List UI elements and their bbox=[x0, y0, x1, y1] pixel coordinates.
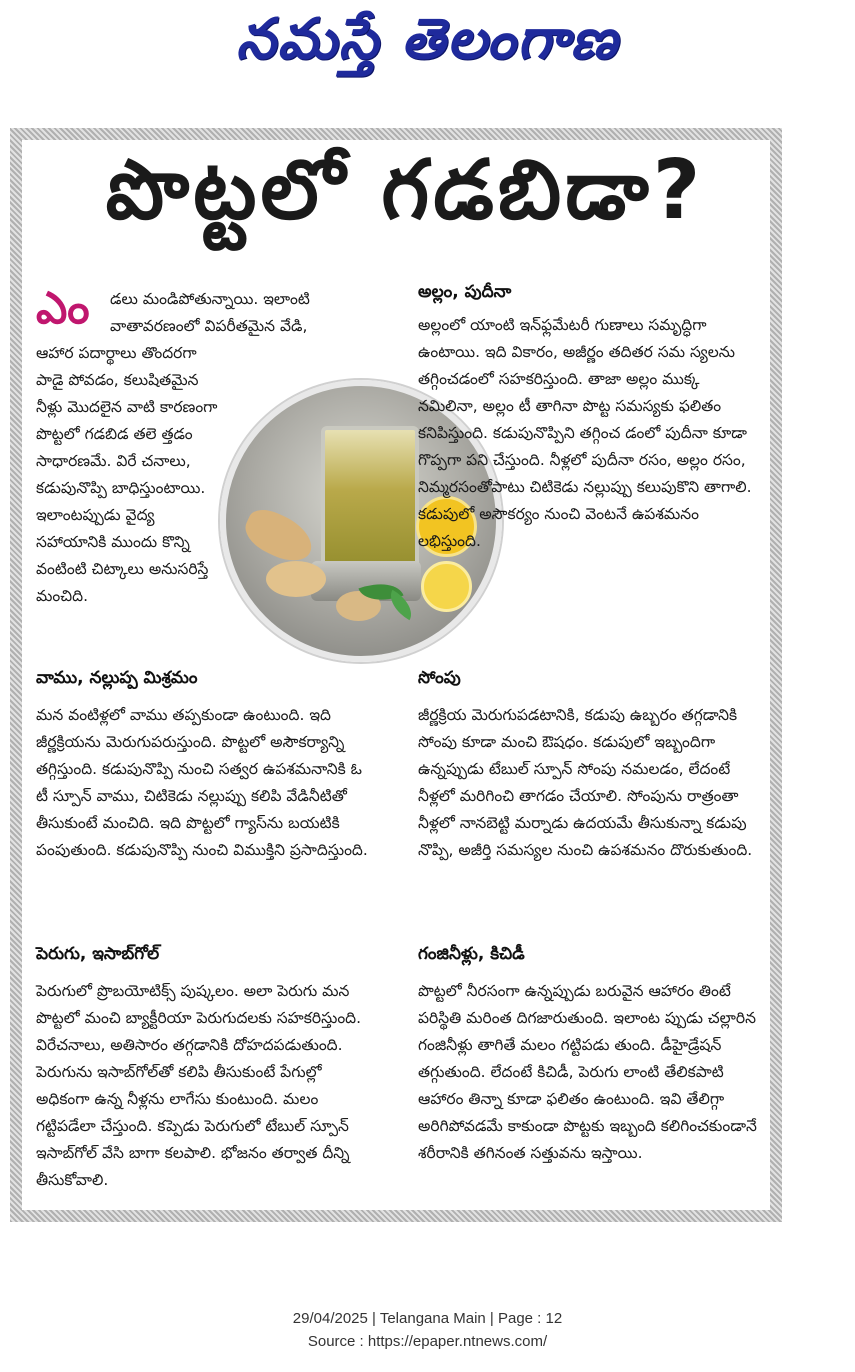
section-heading-curd: పెరుగు, ఇసాబ్‌గోల్ bbox=[36, 944, 160, 964]
dropcap: ఎం bbox=[36, 283, 90, 334]
section-heading-kanji: గంజినీళ్లు, కిచిడీ bbox=[418, 944, 525, 964]
footer-source: Source : https://epaper.ntnews.com/ bbox=[307, 1333, 548, 1350]
section-body-kanji: పొట్టలో నీరసంగా ఉన్నప్పుడు బరువైన ఆహారం తింటే పరిస్థితి మరింత దిగజారుతుంది. ఇలాంట ప్పుడు చల్లారిన గంజినీళ్లు తాగితే మలం గట్టిపడు తుంది. డీహైడ్రేషన్ తగ్గుతుంది. లేదంటే కిచిడీ, పెరుగు లాంటి తేలికపాటి ఆహారం తిన్నా కూడా ఫలితం ఉంటుంది. ఇవి తేలిగ్గా అరిగిపోవడమే కాకుండా పొట్టకు ఇబ్బంది కలిగించకుండానే శరీరానికి తగినంత సత్తువను ఇస్తాయి. bbox=[418, 982, 757, 1162]
section-heading-fennel: సోంపు bbox=[418, 668, 461, 688]
section-heading-ginger-mint: అల్లం, పుదీనా bbox=[418, 282, 512, 302]
intro-line-2: వాతావరణంలో విపరీతమైన వేడి, bbox=[110, 317, 308, 335]
lemon-image bbox=[421, 561, 472, 612]
ginger-image bbox=[266, 561, 326, 597]
section-body-fennel: జీర్ణక్రియ మెరుగుపడటానికి, కడుపు ఉబ్బరం తగ్గడానికి సోంపు కూడా మంచి ఔషధం. కడుపులో ఇబ్బందిగా ఉన్నప్పుడు టేబుల్ స్పూన్ సోంపు నమలడం, లేదంటే నీళ్లలో మరిగించి తాగడం చేయాలి. సోంపును రాత్రంతా నీళ్లలో నానబెట్టి మర్నాడు ఉదయమే తీసుకున్నా కడుపు నొప్పి, అజీర్తి సమస్యల నుంచి ఉపశమనం దొరుకుతుంది. bbox=[418, 706, 753, 859]
section-heading-ajwain: వాము, నల్లుప్ప మిశ్రమం bbox=[36, 668, 198, 688]
ginger-image bbox=[239, 503, 319, 569]
section-body-ajwain: మన వంటిళ్లలో వాము తప్పకుండా ఉంటుంది. ఇది జీర్ణక్రియను మెరుగుపరుస్తుంది. పొట్టలో అసౌకర్యాన్ని తగ్గిస్తుంది. కడుపునొప్పి నుంచి సత్వర ఉపశమనానికి ఓ టీ స్పూన్ వాము, చిటికెడు నల్లుప్పు కలిపి వేడినీటితో తీసుకుంటే మంచిది. ఇది పొట్టలో గ్యాస్‌ను బయటికి పంపుతుంది. కడుపునొప్పి నుంచి విముక్తిని ప్రసాదిస్తుంది. bbox=[36, 706, 368, 859]
intro-line-1: డలు మండిపోతున్నాయి. ఇలాంటి bbox=[110, 290, 310, 308]
headline: పొట్టలో గడబిడా? bbox=[105, 142, 705, 238]
intro-first-lines bbox=[110, 286, 380, 340]
newspaper-logo: నమస్తే తెలంగాణ bbox=[236, 6, 619, 72]
intro-body: ఆహార పదార్థాలు తొందరగా పాడై పోవడం, కలుషితమైన నీళ్లు మొదలైన వాటి కారణంగా పొట్టలో గడబిడ తలె త్తడం సాధారణమే. విరే చనాలు, కడుపునొప్పి బాధిస్తుంటాయి. ఇలాంటప్పుడు వైద్య సహాయానికి ముందు కొన్ని వంటింటి చిట్కాలు అనుసరిస్తే మంచిది. bbox=[36, 344, 218, 605]
section-body-curd: పెరుగులో ప్రొబయోటిక్స్ పుష్కలం. అలా పెరుగు మన పొట్టలో మంచి బ్యాక్టీరియా పెరుగుదలకు సహకరిస్తుంది. విరేచనాలు, అతిసారం తగ్గడానికి దోహదపడుతుంది. పెరుగును ఇసాబ్‌గోల్‌తో కలిపి తీసుకుంటే పేగుల్లో అధికంగా ఉన్న నీళ్లను లాగేసు కుంటుంది. మలం గట్టిపడేలా చేస్తుంది. కప్పెడు పెరుగులో టేబుల్ స్పూన్ ఇసాబ్‌గోల్ వేసి బాగా కలపాలి. భోజనం తర్వాత దీన్ని తీసుకోవాలి. bbox=[36, 982, 362, 1189]
footer-meta: 29/04/2025 | Telangana Main | Page : 12 bbox=[292, 1310, 563, 1327]
section-body-ginger-mint: అల్లంలో యాంటి ఇన్‌ఫ్లమేటరీ గుణాలు సమృద్ధిగా ఉంటాయి. ఇది వికారం, అజీర్ణం తదితర సమ స్యలను తగ్గించడంలో సహకరిస్తుంది. తాజా అల్లం ముక్క నమిలినా, అల్లం టీ తాగినా పొట్ట సమస్యకు ఫలితం కనిపిస్తుంది. కడుపునొప్పిని తగ్గించ డంలో పుదీనా కూడా గొప్పగా పని చేస్తుంది. నీళ్లలో పుదీనా రసం, అల్లం రసం, నిమ్మరసంతోపాటు చిటికెడు నల్లుప్పు కలుపుకొని తాగాలి. కడుపులో అసౌకర్యం నుంచి వెంటనే ఉపశమనం లభిస్తుంది. bbox=[418, 316, 752, 550]
masthead bbox=[0, 0, 855, 92]
